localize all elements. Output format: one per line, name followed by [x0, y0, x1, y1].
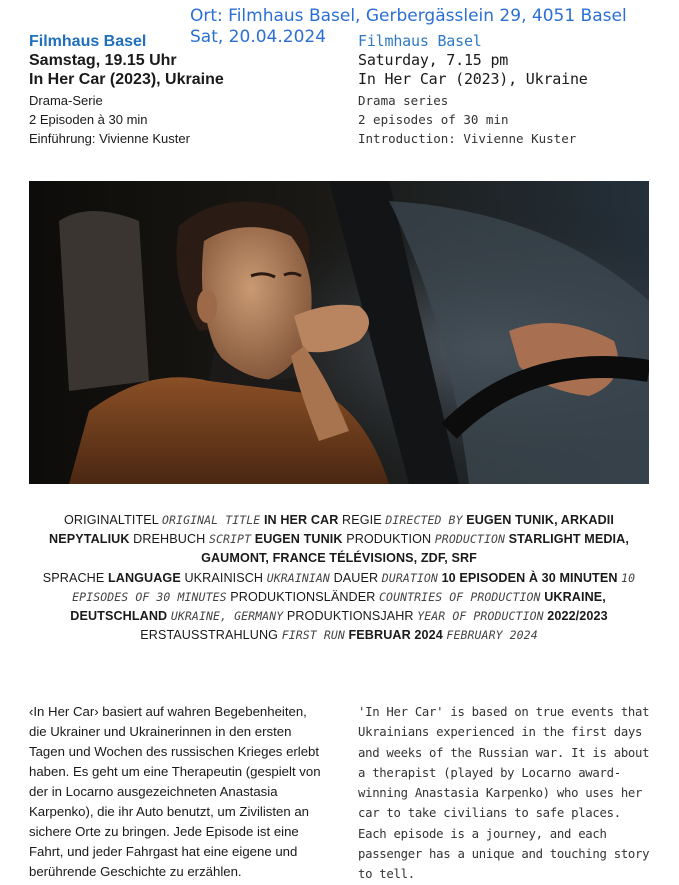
language-label-de: SPRACHE [42, 570, 105, 585]
year-value: 2022/2023 [547, 609, 608, 624]
first-run-value-en: FEBRUARY 2024 [446, 628, 538, 643]
production-label-de: PRODUKTION [346, 532, 432, 547]
time-de: Samstag, 19.15 Uhr [29, 52, 177, 69]
first-run-value-de: FEBRUAR 2024 [348, 628, 443, 643]
director-label-en: DIRECTED BY [385, 513, 463, 527]
script-label-en: SCRIPT [208, 532, 252, 547]
first-run-label-en: FIRST RUN [281, 628, 345, 643]
time-en: Saturday, 7.15 pm [358, 51, 509, 69]
film-title-en: In Her Car (2023), Ukraine [358, 70, 588, 88]
synopsis-de: ‹In Her Car› basiert auf wahren Begebenheiten, die Ukrainer und Ukrainerinnen in den ersten Tagen und Wochen des russischen Krieges erlebt haben. Es geht um eine Therapeutin (gespielt von der in Locarno ausgezeichneten Anastasia Karpenko), die ihr Auto benutzt, um Zivilisten an sichere Orte zu bringen. Jede Episode ist eine Fahrt, und jeder Fahrgast hat eine eigene und berührende Geschichte zu erzählen. [29, 704, 321, 879]
film-credits [29, 511, 649, 645]
countries-value-en: UKRAINE, GERMANY [170, 609, 284, 624]
venue-de: Filmhaus Basel [29, 33, 147, 50]
film-title-de: In Her Car (2023), Ukraine [29, 71, 224, 88]
director-label-de: REGIE [342, 513, 382, 527]
countries-label-en: COUNTRIES OF PRODUCTION [379, 589, 541, 604]
duration-value-de: 10 EPISODEN À 30 MINUTEN [441, 570, 618, 585]
first-run-label-de: ERSTAUSSTRAHLUNG [140, 628, 279, 643]
year-label-en: YEAR OF PRODUCTION [417, 609, 544, 624]
language-value-de: UKRAINISCH [184, 570, 264, 585]
date-note: Sat, 20.04.2024 [190, 27, 327, 47]
script-value: EUGEN TUNIK [254, 532, 343, 547]
screening-info-en [358, 32, 668, 148]
episodes-de: 2 Episoden à 30 min [29, 112, 148, 127]
original-title-label-en: ORIGINAL TITLE [162, 513, 261, 527]
location-note: Ort: Filmhaus Basel, Gerbergässlein 29, 4051 Basel [190, 6, 627, 26]
production-value: STARLIGHT MEDIA, GAUMONT, FRANCE TÉLÉVISIONS, ZDF, SRF [201, 532, 629, 566]
venue-en: Filmhaus Basel [358, 32, 482, 50]
film-still-image [29, 181, 649, 484]
introduction-de: Einführung: Vivienne Kuster [29, 131, 190, 146]
original-title-value: IN HER CAR [263, 513, 339, 527]
genre-de: Drama-Serie [29, 93, 103, 108]
countries-value-de: UKRAINE, DEUTSCHLAND [70, 589, 606, 624]
screening-info-de [29, 32, 329, 148]
script-label-de: DREHBUCH [133, 532, 206, 547]
introduction-en: Introduction: Vivienne Kuster [358, 131, 577, 146]
film-still-illustration [29, 181, 649, 484]
original-title-label-de: ORIGINALTITEL [64, 513, 159, 527]
countries-label-de: PRODUKTIONSLÄNDER [230, 589, 376, 604]
language-value-en: UKRAINIAN [266, 570, 330, 585]
language-label-en: LANGUAGE [107, 570, 181, 585]
production-label-en: PRODUCTION [434, 532, 506, 547]
episodes-en: 2 episodes of 30 min [358, 112, 509, 127]
genre-en: Drama series [358, 93, 449, 108]
duration-label-de: DAUER [333, 570, 379, 585]
director-value: EUGEN TUNIK, ARKADII NEPYTALIUK [49, 513, 614, 547]
synopsis-en: 'In Her Car' is based on true events that Ukrainians experienced in the first days and weeks of the Russian war. It is about a therapist (played by Locarno award-winning Anastasia Karpenko) who uses her car to take civilians to safe places. Each episode is a journey, and each passenger has a unique and touching story to tell. [358, 705, 650, 882]
duration-label-en: DURATION [381, 570, 438, 585]
year-label-de: PRODUKTIONSJAHR [286, 609, 414, 624]
duration-value-en: 10 EPISODES OF 30 MINUTES [72, 570, 636, 604]
